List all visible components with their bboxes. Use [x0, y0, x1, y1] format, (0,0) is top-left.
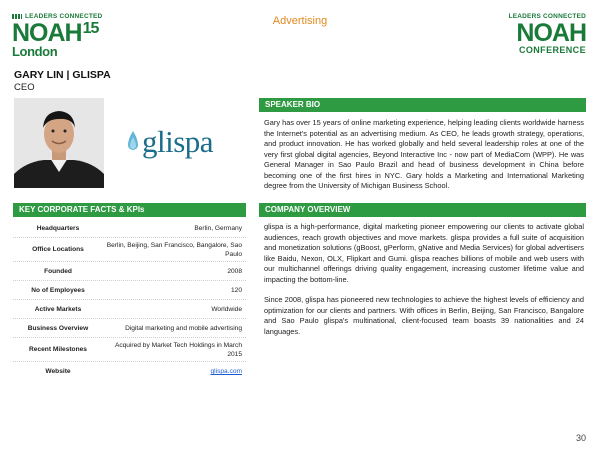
- table-row: [13, 238, 246, 262]
- company-overview-text: [264, 222, 584, 337]
- logo-brand: NOAH$^{15}$: [12, 19, 99, 47]
- droplet-icon: [126, 130, 140, 154]
- overview-paragraph: glispa is a high-performance, digital marketing pioneer empowering our clients to activate global audiences, reach growth objectives and move markets. glispa provides a full suite of acquisition and monetization solutions (gBoost, gPerform, gNative and Media Services) for global advertisers like Baidu, Nexon, OLX, Flipkart and Gumi. glispa reaches billions of mobile and web users with our multichannel offerings driving quality engagement, increasing customer lifetime value and impacting the bottom-line.: [264, 222, 584, 284]
- corporate-facts-heading: KEY CORPORATE FACTS & KPIs: [13, 203, 246, 217]
- table-row: [13, 300, 246, 319]
- fact-value: Berlin, Beijing, San Francisco, Bangalore, Sao Paulo: [106, 241, 242, 258]
- speaker-bio-text: Gary has over 15 years of online marketing experience, helping leading clients worldwide harness the Internet's potential as an advertising medium. As CEO, he leads growth strategy, operations, and product innovation. He has worked globally and held several leadership roles at one of the very first global digital agencies, Beyond Interactive Inc - now part of MediaCom (WPP). He was General Manager in Sao Paulo Brazil and head of business development in China before becoming one of the first hires in NYC. Gary holds a Marketing and International Marketing degree from the University of Michigan Business School.: [264, 118, 584, 190]
- logo-city: London: [12, 44, 58, 59]
- noah-conference-logo: [506, 13, 586, 55]
- fact-value: Berlin, Germany: [194, 225, 242, 232]
- fact-value: Acquired by Market Tech Holdings in March 2015: [114, 341, 242, 358]
- fact-label: No of Employees: [31, 286, 85, 294]
- logo-tagline: LEADERS CONNECTED: [12, 13, 132, 20]
- table-row: [13, 338, 246, 362]
- fact-value: Digital marketing and mobile advertising: [125, 324, 242, 332]
- fact-label: Active Markets: [34, 305, 82, 313]
- fact-value: 2008: [227, 267, 242, 275]
- overview-paragraph: Since 2008, glispa has pioneered new technologies to achieve the highest levels of efficiency and optimization for our clients and partners. With offices in Berlin, Beijing, San Francisco, Bangalore and Sao Paulo glispa's multinational, client-focused team boasts 39 nationalities and 24 languages.: [264, 295, 584, 336]
- table-row: [13, 281, 246, 300]
- page-number: 30: [575, 433, 586, 443]
- fact-label: Website: [45, 368, 71, 375]
- fact-value: 120: [230, 286, 242, 294]
- logo-subtitle: CONFERENCE: [518, 45, 586, 55]
- fact-value: Worldwide: [211, 305, 242, 313]
- glispa-logo: [126, 112, 242, 172]
- category-label: Advertising: [272, 15, 328, 27]
- fact-label: Founded: [44, 267, 72, 275]
- person-icon: [14, 98, 104, 188]
- speaker-name: GARY LIN | GLISPA: [14, 69, 111, 81]
- speaker-photo: [14, 98, 104, 188]
- fact-label: Headquarters: [36, 225, 80, 232]
- fact-label: Recent Milestones: [29, 346, 87, 353]
- company-overview-heading: COMPANY OVERVIEW: [259, 203, 586, 217]
- table-row: [13, 220, 246, 238]
- website-link[interactable]: glispa.com: [210, 368, 242, 375]
- logo-tagline: LEADERS CONNECTED: [508, 13, 586, 20]
- glispa-wordmark: glispa: [142, 124, 214, 159]
- speaker-bio-heading: SPEAKER BIO: [259, 98, 586, 112]
- corporate-facts-table: [13, 220, 246, 381]
- table-row: [13, 319, 246, 338]
- fact-label: Office Locations: [32, 246, 84, 253]
- logo-brand: NOAH: [516, 19, 586, 47]
- fact-label: Business Overview: [27, 324, 89, 332]
- speaker-title: CEO: [14, 82, 35, 93]
- table-row: [13, 362, 246, 381]
- table-row: [13, 262, 246, 281]
